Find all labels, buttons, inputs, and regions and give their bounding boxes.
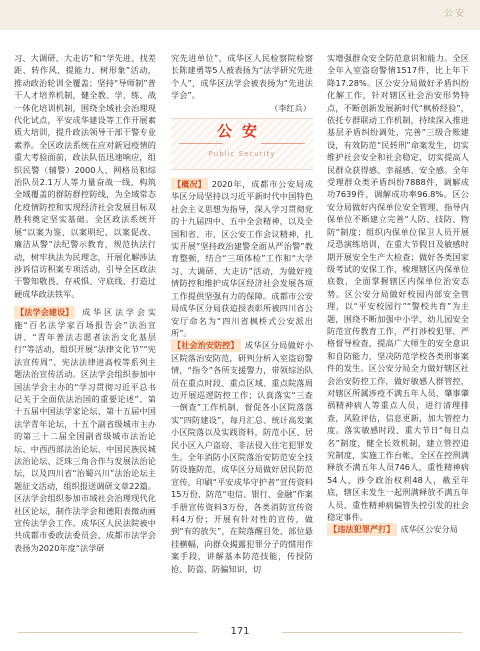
column-3 [327, 52, 469, 612]
column-2 [171, 52, 313, 612]
paragraph [171, 339, 313, 575]
section-heading: 【社会治安防控】 [173, 340, 239, 351]
page-number: 171 [230, 626, 250, 637]
banner-title: 公安 [216, 122, 267, 141]
section-heading: 【违法犯罪严打】 [329, 524, 395, 535]
column-1 [14, 52, 156, 612]
section-banner [171, 118, 313, 170]
banner-rule [179, 143, 223, 144]
paragraph: 习、大调研、大走访”和“学先进、找差距、转作风、提能力、树形象”活动，推动政治轮训全覆盖；坚持“导师制”普干人才培养机制，健全教、学、练、战一体化培训机制，围绕全域社会治理现代化试点，平安成华建设等工作开展素质大培训，提升政法领导干部干警专业素养。全区政法系统在应对新冠疫情的重大考验面前，政法队伍迅速响应，组织民警（辅警）2000人、网格员和综治队员2.1万人等力量奋战一线，构筑全域覆盖的群防群控防线，为全域常态化疫情防控和实现经济社会发展目标双胜利奠定坚实基础。全区政法系统开展“以案为鉴、以案明纪、以案促改、廉洁从警”法纪警示教育，规范执法行动，树牢执法为民理念，开展化解涉法涉诉信访积案专项活动，引导全区政法干警知敬畏、存戒惧、守底线，打造过硬成华政法铁军。 [14, 53, 156, 299]
paragraph [14, 306, 156, 554]
paragraph [171, 178, 313, 339]
section-tag: 公安 [443, 9, 466, 19]
paragraph [327, 523, 469, 535]
author-signature: （李红兵） [270, 102, 311, 113]
section-heading: 【法学会建设】 [16, 307, 74, 318]
paragraph: 究先进单位”，成华区人民检察院检察长陈建勇等5人被表扬为“法学研究先进个人”，成华区法学会被表扬为“先进法学会”。 [171, 53, 313, 101]
paragraph-text: 成华区分局做好小区院落治安防范，研判分析入室盗窃警情，“指令”各所支援警力，带领综治队员在重点时段、重点区域、重点院落周边开展巡逻防控工作；认真落实“三查一倒查”工作机制，督促各小区院落落实“四防建设”，每月汇总、统计高发案小区院落以及实践资料，防范小区、居民小区入户盗窃、非法侵入住宅犯罪发生。全年消防小区院落治安防范安全技防设施防范，成华区分局做好居民防范宣传，印刷“平安成华守护者”宣传资料15万份，防范“电信、银行、金融”作案手册宣传资料3万份，各类消防宣传资料4万份；开展有针对性的宣传，做到“有的放矢”，在院落醒目处、部位悬挂横幅，向群众揭露犯罪分子的惯用作案手段，讲解基本防范技能，传授防抢、防盗、防骗知识，切 [171, 340, 313, 574]
paragraph-text: 2020年，成都市公安局成华区分局坚持以习近平新时代中国特色社会主义思想为指导，深入学习贯彻党的十九届四中、五中全会精神，以及全国和省、市、区公安工作会议精神，扎实开展“坚持政治建警全面从严治警”教育整顿，结合“三项体检”工作和“大学习、大调研、大走访”活动，为做好疫情防控和维护成华区经济社会发展各项工作提供坚强有力的保障。成都市公安局成华区分局获追授表彰所被四川省公安厅命名为“四川省枫桥式公安派出所”。 [171, 179, 313, 338]
paragraph-text: 成华区法学会实施“百名法学家百场报告会”法治宣讲、“青年普法志愿者法治文化基层行”等活动，组织开展“法律文化节”“宪法宣传周”、宪法法律进高校等系列主题法治宣传活动。区法学会组织参加中国法学会主办的“学习贯彻习近平总书记关于全面依法治国的重要论述”、第十五届中国法学家论坛、第十五届中国法学青年论坛，十五个副省级城市主办的第三十二届全国副省级城市法治论坛、中西西部法治论坛、中国民族民城法治论坛、泛珠三角合作与发展法治论坛，以及四川省“治蜀兴川”法治论坛主题征文活动，组织报送调研文章22篇。区法学会组织参加市域社会治理现代化社区论坛，制作法学会和德阳表微动画宣传法学会工作。成华区人民法院被中共成都市委政法委员会、成都市法学会表扬为2020年度“法学研 [14, 307, 156, 553]
paragraph: 实增强群众安全防范意识和能力。全区全年入室盗窃警情1517件，比上年下降17.28%。区公安分局做好矛盾纠纷化解工作，针对辖区社会治安形势特点，不断创新发展新时代“枫桥经验”，依托专群联动工作机制，持续深入推进基层矛盾纠纷调处，完善“三级合账建设，有效防范“民转刑”命案发生，切实维护社会安全和社会稳定，切实提高人民群众获得感、幸福感、安全感。全年受理群众类矛盾纠纷7888件，调解成功7639件，调解成功率96.8%。区公安分局做好内保单位安全管理，指导内保单位不断建立完善“人防、技防、物防”制度；组织内保单位保卫人员开展反恐演练培训，在重大节假日及敏感时期开展安全生产大检查；做好各类国家级考试的安保工作，梳理辖区内保单位底数，全面掌握辖区内保单位治安态势。区公安分局做好校园内部安全管理，以“平安校园行”“警校共育”为主题，围绕不断加强中小学、幼儿园安全防范宣传教育工作，严打涉校犯罪、严格督导检查，提高广大师生的安全意识和自防能力，坚决防范学校各类刑事案件的发生。区公安分局全力做好辖区社会治安防控工作，做好敏感人群管控，对辖区所属涉疫不满五年人员、肇事肇祸精神病人等重点人员，进行清理排查，风险评估，信息更新，加大管控力度。落实敏感时段、重大节日“每日点名”制度，健全长效机制，建立管控追究制度，实施工作台帐，全区在控刑满释放不满五年人员746人，重性精神病54人，涉令政治权利48人，截至年底，辖区未发生一起刑满释放不满五年人员、重性精神病偏管失控引发的社会稳定事件。 [327, 53, 469, 523]
header-band [0, 0, 480, 30]
banner-rule [261, 143, 305, 144]
footer-rule [282, 632, 462, 633]
banner-subtitle: Public Security [208, 150, 276, 159]
section-heading: 【概况】 [173, 179, 206, 190]
paragraph-text: 成华区公安分局 [400, 524, 458, 535]
